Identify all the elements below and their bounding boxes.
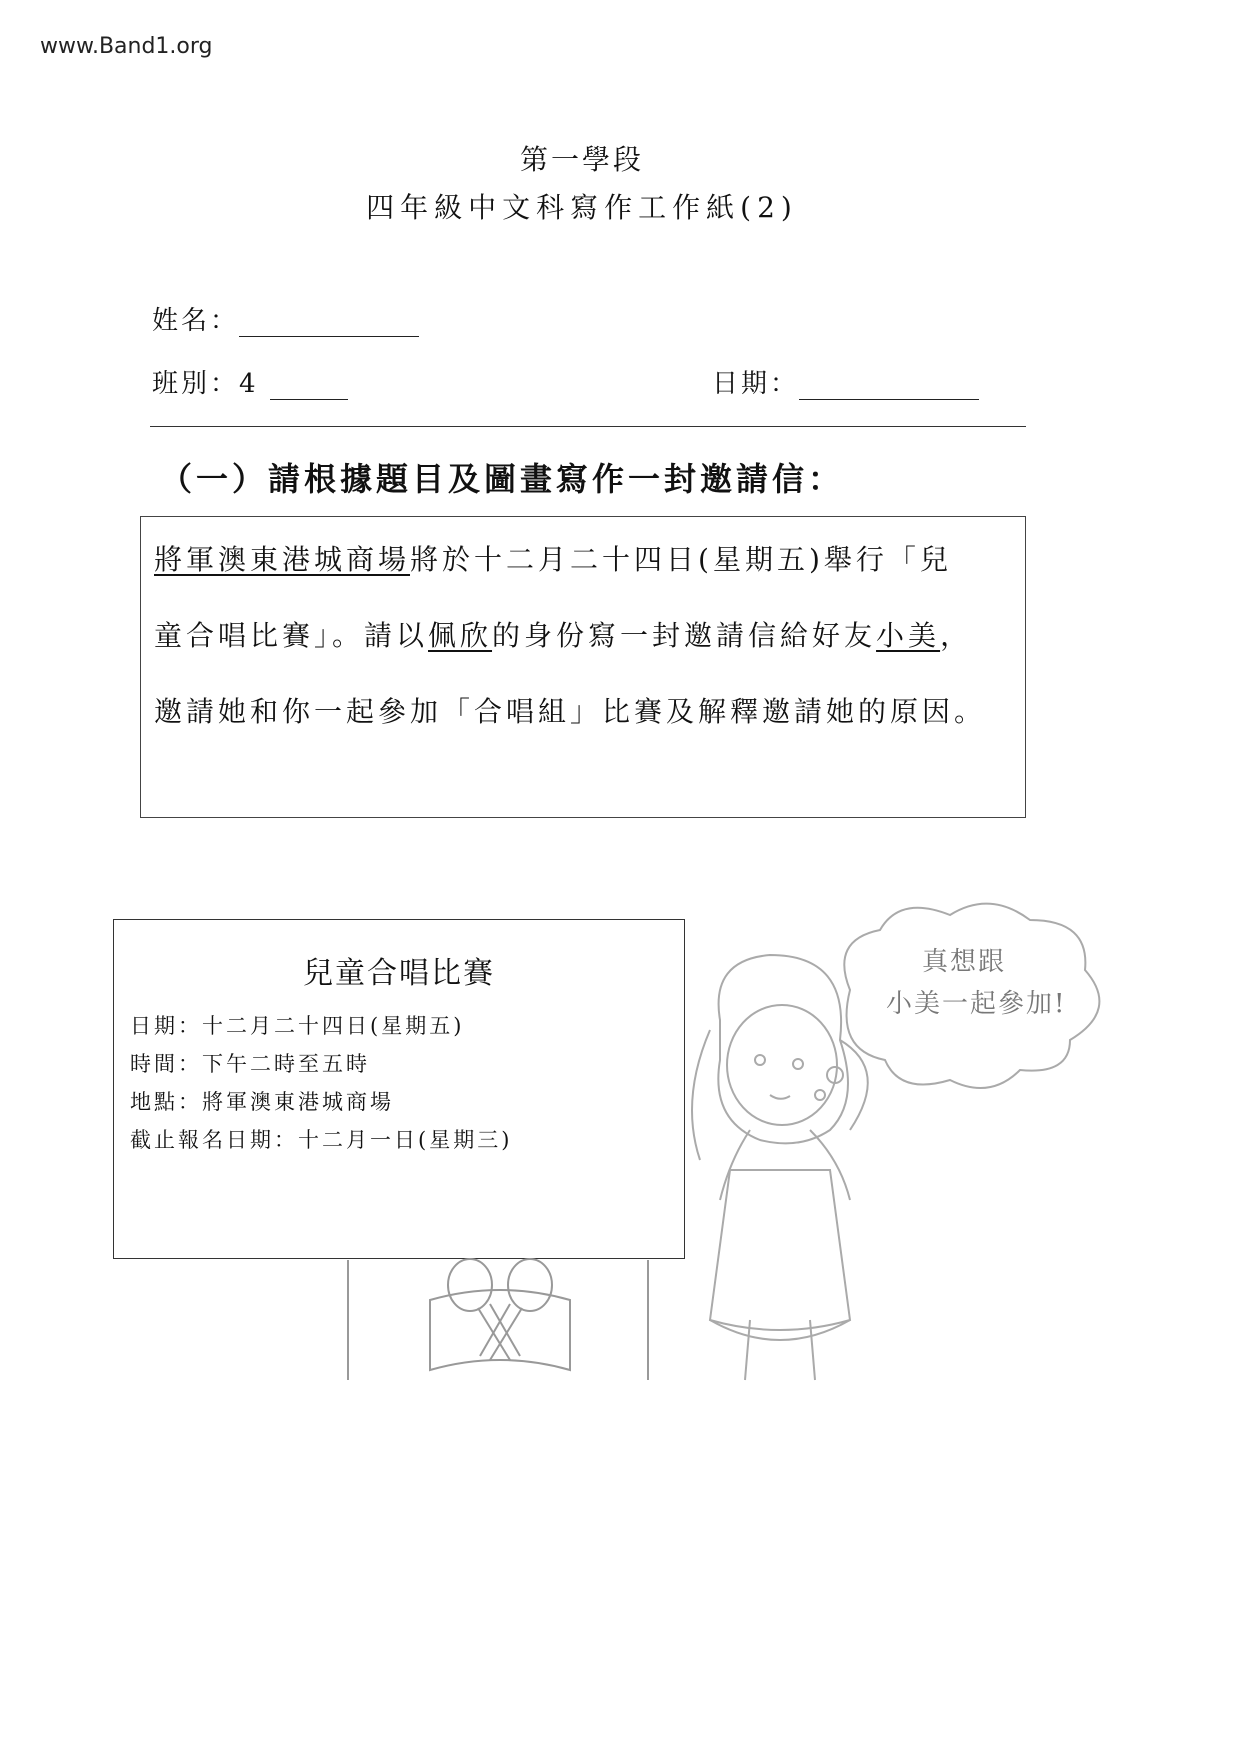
task-line-2-c: ， <box>940 619 973 652</box>
site-watermark: www.Band1.org <box>40 34 213 59</box>
date-label: 日期： <box>712 369 800 399</box>
poster-venue: 地點：將軍澳東港城商場 <box>130 1090 394 1114</box>
header-divider <box>150 426 1026 427</box>
term-heading: 第一學段 <box>519 143 644 176</box>
bubble-line-1: 真想跟 <box>922 947 1007 977</box>
worksheet-title: 四年級中文科寫作工作紙(2) <box>366 191 798 224</box>
poster-time: 時間：下午二時至五時 <box>130 1052 370 1076</box>
task-line-2-a: 童合唱比賽」。請以 <box>154 619 429 652</box>
class-label: 班別：4 <box>152 369 259 399</box>
name-blank <box>239 312 419 337</box>
class-blank <box>270 375 348 400</box>
task-line-2-b: 的身份寫一封邀請信給好友 <box>492 619 877 652</box>
date-field <box>712 363 979 400</box>
name-label: 姓名： <box>152 306 240 336</box>
question-heading: （一）請根據題目及圖畫寫作一封邀請信： <box>160 460 845 498</box>
task-line-3: 邀請她和你一起參加「合唱組」比賽及解釋邀請她的原因。 <box>154 695 987 728</box>
poster-deadline: 截止報名日期：十二月一日(星期三) <box>130 1128 513 1152</box>
task-line-1 <box>154 538 952 578</box>
writer-name-underlined: 佩欣 <box>428 619 493 652</box>
poster-date: 日期：十二月二十四日(星期五) <box>130 1014 465 1038</box>
task-line-1-rest: 將於十二月二十四日(星期五)舉行「兒 <box>410 543 952 576</box>
venue-underlined: 將軍澳東港城商場 <box>154 543 411 576</box>
task-line-2 <box>154 614 972 654</box>
date-blank <box>799 375 979 400</box>
friend-name-underlined: 小美 <box>876 619 941 652</box>
poster-stand <box>348 1260 648 1380</box>
poster-title: 兒童合唱比賽 <box>303 956 495 991</box>
microphone-icon <box>430 1259 570 1370</box>
name-field <box>152 300 419 337</box>
class-field <box>152 363 348 400</box>
bubble-line-2: 小美一起參加! <box>886 989 1067 1019</box>
girl-illustration <box>330 900 1110 1400</box>
girl-figure <box>692 955 868 1380</box>
